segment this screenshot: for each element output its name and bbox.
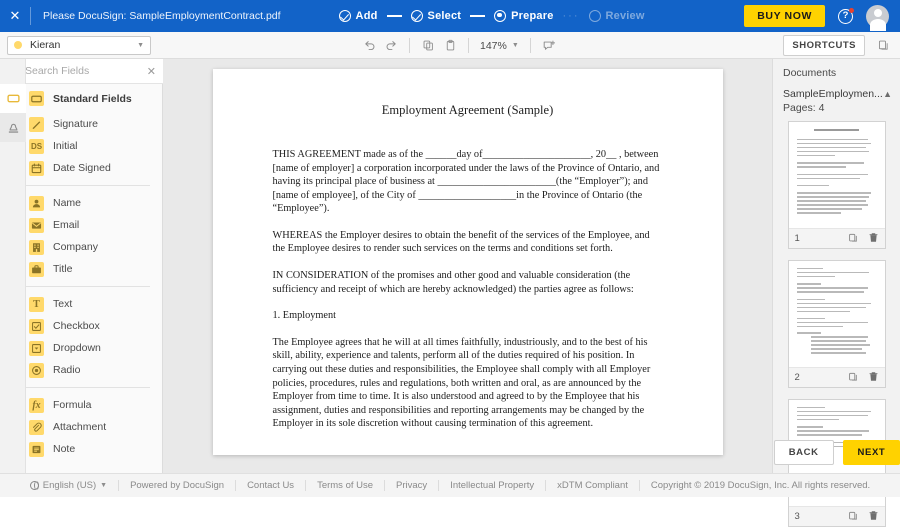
zoom-selector[interactable]	[476, 40, 523, 52]
email-icon	[29, 218, 44, 233]
company-icon	[29, 240, 44, 255]
step-separator-dotted: ···	[562, 10, 580, 22]
fields-list	[26, 84, 162, 473]
trash-icon[interactable]	[868, 230, 879, 248]
footer-link-powered-by: Powered by DocuSign	[119, 480, 236, 491]
document-section-heading: 1. Employment	[272, 310, 336, 322]
document-viewport[interactable]	[163, 59, 772, 473]
page-thumbnail-controls	[789, 229, 885, 248]
field-item-text[interactable]	[26, 293, 162, 315]
step-review	[589, 10, 645, 22]
formula-icon: fx	[29, 398, 44, 413]
field-label: Date Signed	[53, 162, 111, 174]
header-divider	[30, 7, 31, 25]
radio-icon	[29, 363, 44, 378]
paste-icon[interactable]	[439, 36, 461, 56]
standard-fields-label: Standard Fields	[53, 92, 132, 105]
checkbox-icon	[29, 319, 44, 334]
date-signed-icon	[29, 161, 44, 176]
footer-link-terms-of-use[interactable]: Terms of Use	[306, 480, 385, 491]
toolbar-right-tools	[783, 35, 900, 56]
language-selector[interactable]	[19, 480, 119, 491]
globe-icon	[30, 481, 39, 490]
field-label: Signature	[53, 118, 98, 130]
standard-fields-group-header[interactable]	[26, 84, 162, 113]
header-actions	[744, 5, 900, 28]
thumbnail-actions	[848, 508, 879, 526]
step-select-label: Select	[427, 10, 462, 22]
close-icon[interactable]: ✕	[9, 8, 21, 23]
divider	[26, 185, 150, 186]
avatar[interactable]	[866, 5, 889, 28]
divider	[26, 387, 150, 388]
field-label: Company	[53, 241, 98, 253]
help-icon[interactable]: ?	[838, 9, 853, 24]
field-item-date-signed[interactable]	[26, 157, 162, 179]
field-label: Text	[53, 298, 73, 310]
tools-rail	[0, 59, 26, 473]
signature-icon	[29, 117, 44, 132]
step-prepare[interactable]	[494, 10, 553, 22]
field-label: Initial	[53, 140, 78, 152]
step-separator	[387, 15, 402, 17]
chevron-up-icon[interactable]: ▲	[883, 89, 892, 99]
footer	[0, 473, 900, 497]
field-item-signature[interactable]	[26, 113, 162, 135]
page-thumbnail-controls	[789, 368, 885, 387]
duplicate-icon[interactable]	[848, 230, 859, 248]
search-input[interactable]	[25, 65, 129, 77]
radio-selected-icon	[494, 10, 506, 22]
footer-link-xdtm-compliant[interactable]: xDTM Compliant	[546, 480, 640, 491]
thumbnail-actions	[848, 230, 879, 248]
toolbar-separator	[409, 38, 410, 53]
field-group-icon	[29, 91, 44, 106]
duplicate-icon[interactable]	[848, 369, 859, 387]
zoom-level: 147%	[480, 39, 507, 52]
check-circle-icon	[411, 10, 423, 22]
document-heading: Employment Agreement (Sample)	[381, 103, 554, 117]
field-label: Attachment	[53, 421, 107, 433]
step-prepare-label: Prepare	[511, 10, 554, 22]
attachment-icon	[29, 420, 44, 435]
page-thumbnail-card[interactable]	[788, 260, 886, 388]
field-item-checkbox[interactable]	[26, 315, 162, 337]
shortcuts-button[interactable]: SHORTCUTS	[783, 35, 865, 56]
field-item-attachment[interactable]	[26, 416, 162, 438]
note-icon	[29, 442, 44, 457]
envelope-title: Please DocuSign: SampleEmploymentContract.pdf	[43, 10, 281, 22]
page-number: 3	[794, 511, 800, 522]
step-indicator	[339, 10, 645, 22]
page-number: 1	[794, 233, 800, 244]
toolbar	[0, 32, 900, 59]
page-thumbnail-image	[789, 268, 885, 368]
documents-panel	[772, 59, 900, 522]
field-item-initial[interactable]	[26, 135, 162, 157]
circle-empty-icon	[589, 10, 601, 22]
field-label: Title	[53, 263, 73, 275]
chevron-down-icon: ▼	[137, 41, 144, 49]
field-item-name[interactable]	[26, 192, 162, 214]
document-paragraph: IN CONSIDERATION of the promises and other good and valuable consideration (the sufficiency and receipt of which are hereby acknowledged) the parties agree as follows:	[272, 270, 634, 295]
field-label: Note	[53, 443, 76, 455]
field-label: Radio	[53, 364, 81, 376]
toolbar-center-tools	[358, 32, 560, 59]
field-item-email[interactable]	[26, 214, 162, 236]
footer-link-contact-us[interactable]: Contact Us	[236, 480, 306, 491]
text-icon: T	[29, 297, 44, 312]
document-paragraph: THIS AGREEMENT made as of the ______day of_____________________, 20__ , between [name of employer] a corporation incorporated under the laws of the Province of Ontario, and having its principal place of business at _______________________(the “Employer”); and [name of employee], of the City of ___________________in the Province of Ontario (the “Employee”).	[272, 149, 660, 215]
document-title	[273, 103, 663, 118]
page-number: 2	[794, 372, 800, 383]
field-label: Formula	[53, 399, 92, 411]
field-item-radio[interactable]	[26, 359, 162, 381]
initial-icon: DS	[29, 139, 44, 154]
recipient-color-dot	[14, 41, 22, 49]
rail-stamp-icon[interactable]	[0, 113, 26, 142]
undo-icon[interactable]	[358, 36, 380, 56]
page-thumbnail-image	[789, 129, 885, 229]
step-add-label: Add	[355, 10, 378, 22]
field-label: Name	[53, 197, 82, 209]
step-separator	[470, 15, 485, 17]
divider	[26, 286, 150, 287]
step-add[interactable]	[339, 10, 378, 22]
document-paragraph: WHEREAS the Employer desires to obtain the benefit of the services of the Employee, and the Employee desires to render such services on the terms and conditions set forth.	[272, 229, 650, 255]
language-label: English (US)	[42, 480, 97, 491]
next-button[interactable]: NEXT	[843, 440, 901, 465]
step-select[interactable]	[411, 10, 462, 22]
step-review-label: Review	[605, 10, 645, 22]
document-paragraph: The Employee agrees that he will at all times faithfully, industriously, and to the best of his skill, ability, experience and talents, perform all of the duties required of his position. In carrying out these duties and responsibilities, the Employee shall comply with all Employer policies, procedures, rules and regulations, both written and oral, as are announced by the Employer from time to time. It is also understood and agreed to by the Employee that his assignment, duties and responsibilities and reporting arrangements may be changed by the Employer in its sole discretion without causing termination of this agreement.	[272, 336, 651, 430]
duplicate-icon[interactable]	[848, 508, 859, 526]
field-item-title[interactable]	[26, 258, 162, 280]
back-button[interactable]: BACK	[774, 440, 834, 465]
field-item-dropdown[interactable]	[26, 337, 162, 359]
name-icon	[29, 196, 44, 211]
recipient-selector[interactable]	[7, 36, 151, 55]
page-thumbnail-card[interactable]	[788, 121, 886, 249]
copy-icon[interactable]	[417, 36, 439, 56]
redo-icon[interactable]	[380, 36, 402, 56]
documents-panel-title: Documents	[783, 67, 837, 79]
field-label: Email	[53, 219, 80, 231]
chevron-down-icon: ▼	[511, 42, 519, 49]
document-name-row[interactable]	[773, 88, 900, 100]
page-count: Pages: 4	[783, 102, 825, 114]
app-header	[0, 0, 900, 32]
footer-copyright: Copyright © 2019 DocuSign, Inc. All rights reserved.	[650, 480, 871, 491]
toolbar-separator	[468, 38, 469, 53]
field-label: Dropdown	[53, 342, 101, 354]
title-icon	[29, 262, 44, 277]
toolbar-separator	[530, 38, 531, 53]
field-item-company[interactable]	[26, 236, 162, 258]
close-icon[interactable]: ✕	[146, 65, 156, 78]
field-label: Checkbox	[53, 320, 100, 332]
document-name: SampleEmploymen...	[783, 88, 883, 100]
add-comment-icon[interactable]	[538, 36, 560, 56]
help-wrapper	[838, 9, 853, 24]
page-thumbnail-controls	[789, 507, 885, 526]
duplicate-page-icon[interactable]	[872, 35, 894, 55]
check-circle-icon	[339, 10, 351, 22]
buy-now-button[interactable]: BUY NOW	[744, 5, 825, 27]
chevron-down-icon: ▼	[100, 482, 108, 489]
notification-dot	[849, 8, 854, 13]
thumbnail-actions	[848, 369, 879, 387]
trash-icon[interactable]	[868, 508, 879, 526]
footer-link-intellectual-property[interactable]: Intellectual Property	[439, 480, 546, 491]
rail-fields-icon[interactable]	[0, 84, 26, 113]
recipient-name: Kieran	[30, 39, 61, 51]
document-page	[213, 69, 723, 455]
field-item-formula[interactable]	[26, 394, 162, 416]
dropdown-icon	[29, 341, 44, 356]
footer-link-privacy[interactable]: Privacy	[385, 480, 439, 491]
field-item-note[interactable]	[26, 438, 162, 460]
navigation-buttons	[773, 440, 901, 465]
trash-icon[interactable]	[868, 369, 879, 387]
